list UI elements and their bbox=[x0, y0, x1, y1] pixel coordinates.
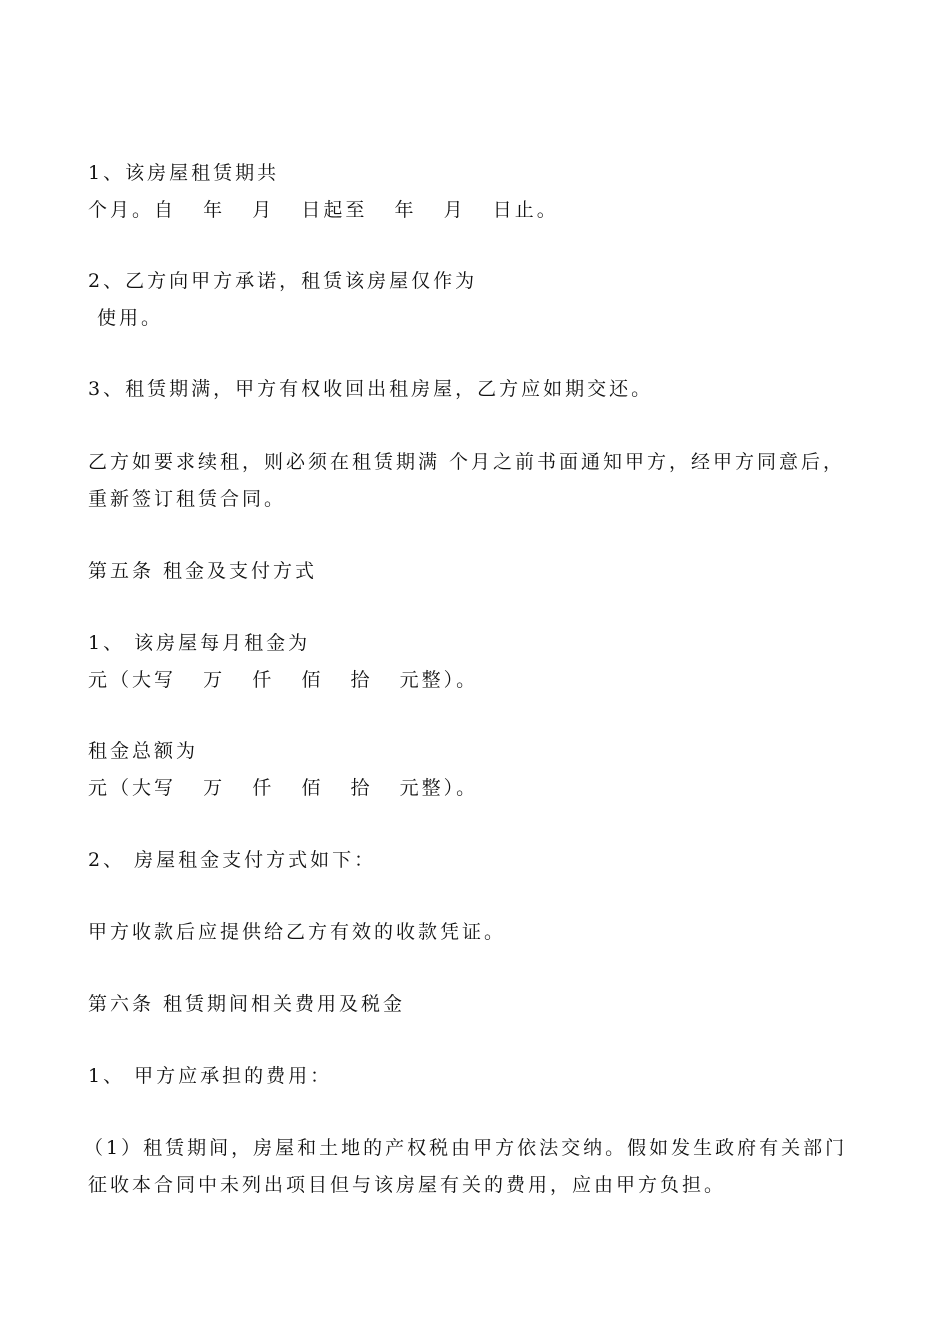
clause-4-item-1-line-1: 1、该房屋租赁期共 bbox=[88, 162, 280, 184]
clause-5-item-1-line-2: 元（大写 万 仟 佰 拾 元整）。 bbox=[88, 669, 479, 691]
clause-6-item-1-sub-1-line-1: （1）租赁期间，房屋和土地的产权税由甲方依法交纳。假如发生政府有关部门 bbox=[84, 1137, 848, 1159]
clause-6-item-1-sub-1-line-2: 征收本合同中未列出项目但与该房屋有关的费用，应由甲方负担。 bbox=[88, 1174, 727, 1196]
clause-4-item-2-line-1: 2、乙方向甲方承诺，租赁该房屋仅作为 bbox=[88, 270, 478, 292]
clause-6-heading: 第六条 租赁期间相关费用及税金 bbox=[88, 993, 406, 1015]
receipt-paragraph: 甲方收款后应提供给乙方有效的收款凭证。 bbox=[88, 921, 507, 943]
clause-5-heading: 第五条 租金及支付方式 bbox=[88, 560, 318, 582]
clause-5-item-1-line-1: 1、 该房屋每月租金为 bbox=[88, 632, 311, 654]
rent-total-line-2: 元（大写 万 仟 佰 拾 元整）。 bbox=[88, 777, 479, 799]
clause-4-item-1-line-2: 个月。自 年 月 日起至 年 月 日止。 bbox=[88, 199, 559, 221]
clause-5-item-2: 2、 房屋租金支付方式如下： bbox=[88, 849, 377, 871]
clause-4-item-2-line-2: 使用。 bbox=[88, 307, 164, 329]
rent-total-line-1: 租金总额为 bbox=[88, 740, 199, 762]
renewal-paragraph-line-2: 重新签订租赁合同。 bbox=[88, 488, 287, 510]
clause-6-item-1: 1、 甲方应承担的费用： bbox=[88, 1065, 333, 1087]
renewal-paragraph-line-1: 乙方如要求续租，则必须在租赁期满 个月之前书面通知甲方，经甲方同意后， bbox=[88, 451, 846, 473]
clause-4-item-3: 3、租赁期满，甲方有权收回出租房屋，乙方应如期交还。 bbox=[88, 378, 654, 400]
